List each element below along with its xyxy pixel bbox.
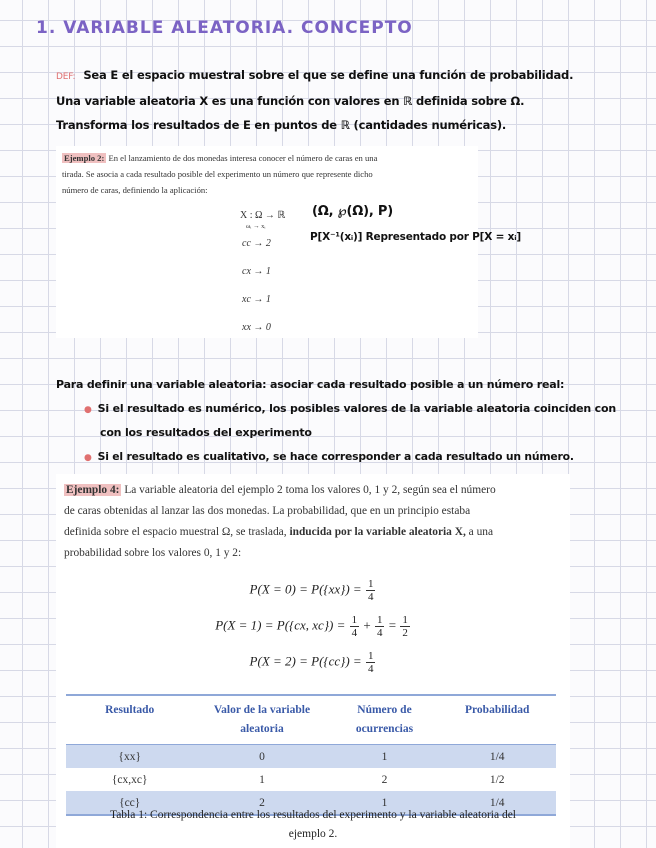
- table-caption: Tabla 1: Correspondencia entre los resultados del experimento y la variable aleatoria del ejemplo 2.: [109, 809, 516, 840]
- table-header: Valor de la variable aleatoria: [213, 704, 311, 735]
- example-4-text: Ejemplo 4: La variable aleatoria del ejemplo 2 toma los valores 0, 1 y 2, según sea el número de caras obtenidas al lanzar las dos monedas. La probabilidad, que en un principio estaba definida sobre el espacio muestral Ω, se traslada, inducida por la variable aleatoria X, a una probabilidad sobre los valores 0, 1 y 2:: [64, 484, 496, 559]
- definition-line-1: DEF: Sea E el espacio muestral sobre el que se define una función de probabilidad.: [56, 68, 574, 82]
- results-table: [66, 694, 556, 816]
- table-cell: 1: [331, 745, 439, 769]
- bullet-numeric-2: con los resultados del experimento: [100, 426, 312, 439]
- table-row: [66, 745, 556, 769]
- table-cell: {cx,xc}: [111, 773, 148, 786]
- bullet-qualitative: ● Si el resultado es cualitativo, se hace corresponder a cada resultado un número.: [84, 450, 574, 463]
- definition-line-2: Una variable aleatoria X es una función con valores en ℝ definida sobre Ω.: [56, 94, 525, 108]
- definition-tag: DEF:: [56, 72, 76, 82]
- bullet-numeric-1: ● Si el resultado es numérico, los posibles valores de la variable aleatoria coinciden con: [84, 402, 616, 415]
- table-cell: 1: [259, 773, 265, 786]
- table-cell: 2: [193, 791, 330, 815]
- bullet-dot-icon: ●: [84, 405, 92, 415]
- mapping-title: X : Ω → ℝ: [240, 210, 286, 221]
- table-header-row: [66, 695, 556, 745]
- example-4-box: [56, 474, 570, 848]
- table-cell: 1: [331, 791, 439, 815]
- define-variable-intro: Para definir una variable aleatoria: asociar cada resultado posible a un número real:: [56, 378, 565, 391]
- probability-space-note: (Ω, ℘(Ω), P): [312, 204, 393, 219]
- inverse-image-note: P[X⁻¹(xᵢ)] Representado por P[X = xᵢ]: [310, 231, 521, 243]
- page-title: 1. VARIABLE ALEATORIA. CONCEPTO: [36, 18, 413, 38]
- definition-line-3: Transforma los resultados de E en puntos de ℝ (cantidades numéricas).: [56, 118, 507, 132]
- mapping-row-xx: xx → 0: [242, 322, 271, 333]
- table-cell: {cc}: [66, 791, 193, 815]
- mapping-row-xc: xc → 1: [242, 294, 271, 305]
- table-cell: 1/4: [438, 745, 556, 769]
- mapping-row-cx: cx → 1: [242, 266, 271, 277]
- table-cell: 1/2: [489, 773, 505, 786]
- table-header: Probabilidad: [465, 704, 530, 716]
- table-cell: 1/4: [438, 791, 556, 815]
- equation-p2: P(X = 2) = P({cc}) = $\frac{1}{4}$: [249, 650, 374, 675]
- bullet-dot-icon: ●: [84, 453, 92, 463]
- example-4-label: Ejemplo 4:: [66, 484, 120, 496]
- mapping-subtitle: ωᵢ → xᵢ: [246, 223, 266, 230]
- table-header: Resultado: [105, 704, 155, 716]
- equation-p0: P(X = 0) = P({xx}) = $\frac{1}{4}$: [249, 578, 374, 603]
- equation-p1: P(X = 1) = P({cx, xc}) = $\frac{1}{4}$ + $\frac{1}{4}$ = $\frac{1}{2}$: [215, 614, 408, 639]
- table-cell: 2: [381, 773, 388, 786]
- mapping-row-cc: cc → 2: [242, 238, 271, 249]
- table-header: Número de ocurrencias: [355, 704, 414, 735]
- example-2-label: Ejemplo 2:: [64, 153, 105, 163]
- table-row: [66, 768, 556, 791]
- table-cell: {xx}: [66, 745, 193, 769]
- example-2-text: Ejemplo 2: En el lanzamiento de dos monedas interesa conocer el número de caras en una tirada. Se asocia a cada resultado posible del experimento un número que represente dicho número de caras, definiendo la aplicación:: [62, 153, 378, 195]
- table-cell: 0: [193, 745, 330, 769]
